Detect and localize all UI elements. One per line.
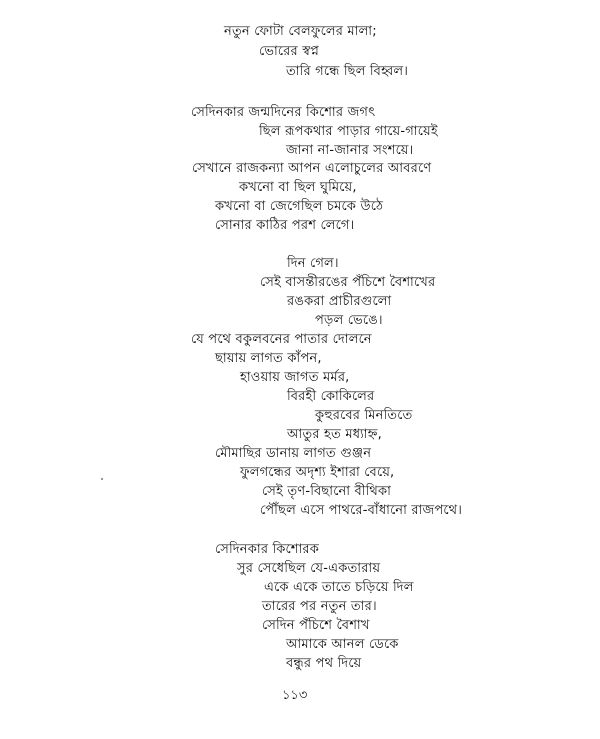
poem-line: দিন গেল। — [287, 256, 339, 271]
poem-line: ছায়ায় লাগত কাঁপন, — [215, 351, 322, 366]
poem-line: হাওয়ায় জাগত মর্মর, — [240, 370, 350, 385]
poem-line: মৌমাছির ডানায় লাগত গুঞ্জন — [215, 446, 372, 461]
poem-line: সেই বাসন্তীরঙের পঁচিশে বৈশাখের — [260, 275, 436, 290]
poem-line: সেদিনকার কিশোরক — [215, 542, 320, 557]
page-number: ১১৩ — [282, 688, 308, 703]
poem-line: বিরহী কোকিলের — [287, 389, 375, 404]
poem-line: সোনার কাঠির পরশ লেগে। — [215, 218, 355, 233]
poem-line: জানা না-জানার সংশয়ে। — [286, 143, 414, 158]
poem-line: সেদিনকার জন্মদিনের কিশোর জগৎ — [191, 105, 376, 120]
poem-line: ফুলগন্ধের অদৃশ্য ইশারা বেয়ে, — [240, 465, 395, 480]
scan-speck — [101, 478, 103, 480]
poem-line: নতুন ফোটা বেলফুলের মালা; — [224, 24, 377, 39]
poem-line: পৌঁছল এসে পাথরে-বাঁধানো রাজপথে। — [260, 503, 463, 518]
poem-line: সেদিন পঁচিশে বৈশাখ — [262, 618, 370, 633]
poem-line: সেখানে রাজকন্যা আপন এলোচুলের আবরণে — [192, 161, 432, 176]
poem-line: সেই তৃণ-বিছানো বীথিকা — [262, 484, 392, 499]
poem-line: আতুর হত মধ্যাহ্ন, — [287, 427, 382, 442]
poem-line: ভোরের স্বপ্ন — [259, 44, 320, 59]
poem-line: তারের পর নতুন তার। — [262, 599, 377, 614]
poem-line: যে পথে বকুলবনের পাতার দোলনে — [191, 332, 372, 347]
poem-line: তারি গন্ধে ছিল বিহ্বল। — [286, 64, 409, 79]
poem-line: কখনো বা জেগেছিল চমকে উঠে — [215, 199, 384, 214]
poem-line: আমাকে আনল ডেকে — [286, 637, 399, 652]
poem-line: সুর সেধেছিল যে-একতারায় — [237, 561, 381, 576]
poem-line: বন্ধুর পথ দিয়ে — [286, 656, 362, 671]
poem-line: কুহুরবের মিনতিতে — [315, 408, 413, 423]
poem-line: একে একে তাতে চড়িয়ে দিল — [264, 580, 414, 595]
poem-line: পড়ল ভেঙে। — [315, 313, 383, 328]
poem-line: রঙকরা প্রাচীরগুলো — [287, 294, 392, 309]
poem-line: ছিল রূপকথার পাড়ার গায়ে-গায়েই — [259, 124, 438, 139]
poem-line: কখনো বা ছিল ঘুমিয়ে, — [239, 180, 357, 195]
